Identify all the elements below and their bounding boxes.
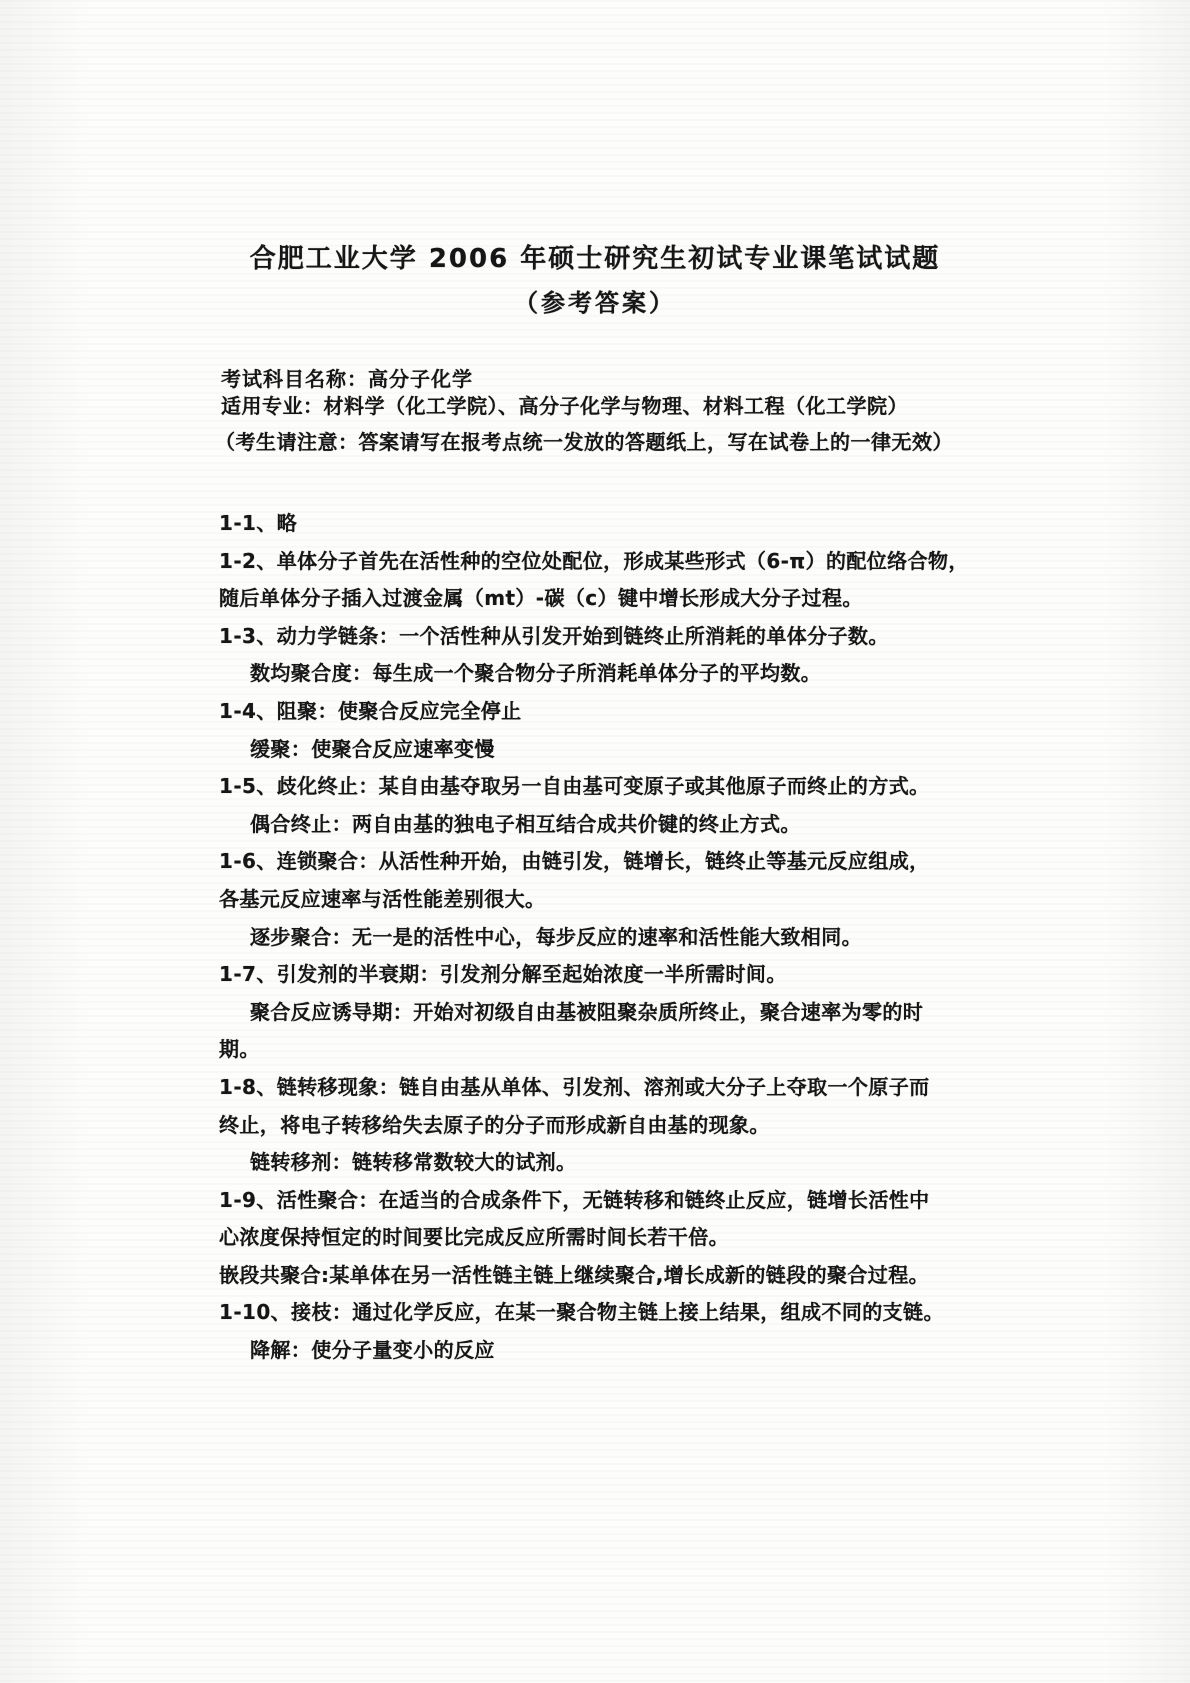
answer-line: 嵌段共聚合:某单体在另一活性链主链上继续聚合,增长成新的链段的聚合过程。 (219, 1262, 929, 1287)
answer-line: 期。 (219, 1037, 260, 1062)
answer-line: 1-5、歧化终止：某自由基夺取另一自由基可变原子或其他原子而终止的方式。 (219, 774, 930, 799)
answer-line: 1-7、引发剂的半衰期：引发剂分解至起始浓度一半所需时间。 (219, 962, 787, 987)
answer-line: 1-1、略 (219, 511, 298, 535)
answer-line: 偶合终止：两自由基的独电子相互结合成共价键的终止方式。 (250, 811, 801, 836)
answer-line: 降解：使分子量变小的反应 (250, 1338, 495, 1363)
answer-line: 缓聚：使聚合反应速率变慢 (250, 736, 495, 761)
answer-line: 终止，将电子转移给失去原子的分子而形成新自由基的现象。 (219, 1112, 770, 1137)
document-subtitle: （参考答案） (514, 289, 676, 317)
answer-line: 逐步聚合：无一是的活性中心，每步反应的速率和活性能大致相同。 (250, 924, 862, 949)
document-title: 合肥工业大学 2006 年硕士研究生初试专业课笔试试题 (249, 244, 941, 274)
answer-line: 1-2、单体分子首先在活性种的空位处配位，形成某些形式（6-π）的配位络合物， (219, 548, 969, 573)
answer-line: 1-8、链转移现象：链自由基从单体、引发剂、溶剂或大分子上夺取一个原子而 (219, 1074, 930, 1099)
answer-line: 1-9、活性聚合：在适当的合成条件下，无链转移和链终止反应，链增长活性中 (219, 1187, 930, 1212)
applicable-majors-line: 适用专业：材料学（化工学院）、高分子化学与物理、材料工程（化工学院） (221, 394, 908, 418)
answer-line: 聚合反应诱导期：开始对初级自由基被阻聚杂质所终止，聚合速率为零的时 (250, 999, 924, 1024)
exam-subject-line: 考试科目名称：高分子化学 (221, 367, 473, 391)
answer-line: 1-10、接枝：通过化学反应，在某一聚合物主链上接上结果，组成不同的支链。 (219, 1300, 944, 1325)
answer-line: 各基元反应速率与活性能差别很大。 (219, 886, 546, 911)
answer-line: 随后单体分子插入过渡金属（mt）-碳（c）键中增长形成大分子过程。 (219, 586, 863, 611)
answer-line: 1-4、阻聚：使聚合反应完全停止 (219, 698, 522, 723)
answer-line: 链转移剂：链转移常数较大的试剂。 (250, 1150, 577, 1175)
answer-line: 数均聚合度：每生成一个聚合物分子所消耗单体分子的平均数。 (250, 661, 822, 686)
answer-line: 1-3、动力学链条：一个活性种从引发开始到链终止所消耗的单体分子数。 (219, 623, 889, 648)
answer-body (219, 505, 1110, 1370)
answer-line: 1-6、连锁聚合：从活性种开始，由链引发，链增长，链终止等基元反应组成， (219, 849, 930, 874)
answer-line: 心浓度保持恒定的时间要比完成反应所需时间长若干倍。 (219, 1225, 729, 1250)
candidate-notice-line: （考生请注意：答案请写在报考点统一发放的答题纸上，写在试卷上的一律无效） (215, 430, 953, 454)
